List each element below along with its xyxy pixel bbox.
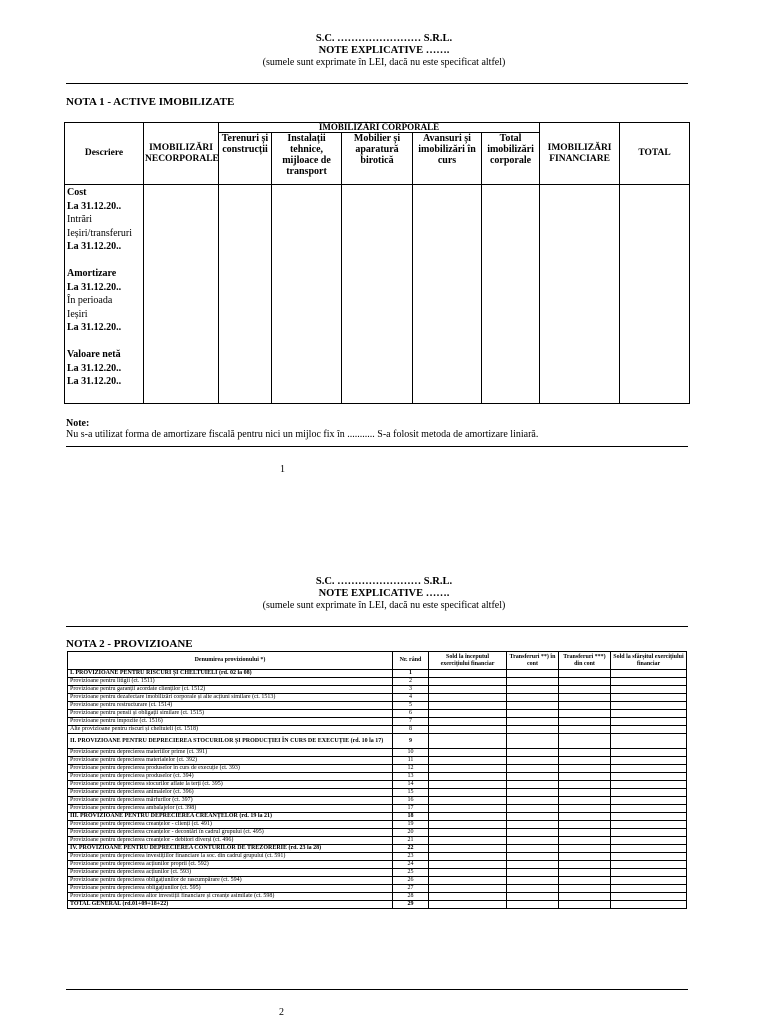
col-instalatii: Instalații tehnice, mijloace de transport	[272, 133, 342, 185]
col-terenuri: Terenuri și construcții	[219, 133, 272, 185]
amount-cell	[559, 789, 611, 797]
table-row	[68, 845, 687, 853]
amount-cell	[559, 781, 611, 789]
row-number: 16	[393, 797, 429, 805]
provision-name: Provizioane pentru deprecierea investițiilor financiare la soc. din cadrul grupului (ct. 591)	[68, 853, 393, 861]
amount-cell	[507, 686, 559, 694]
description-row: La 31.12.20..	[67, 362, 122, 374]
amount-cell	[559, 797, 611, 805]
provision-name: Provizioane pentru deprecierea mărfurilor (ct. 397)	[68, 797, 393, 805]
amount-cell	[559, 718, 611, 726]
amount-cell	[611, 797, 687, 805]
col-total: TOTAL	[620, 123, 690, 185]
provision-name: Provizioane pentru restructurare (ct. 1514)	[68, 702, 393, 710]
amount-cell	[429, 765, 507, 773]
amount-cell	[429, 781, 507, 789]
company-line: S.C. …………………… S.R.L.	[315, 576, 453, 587]
row-number: 21	[393, 837, 429, 845]
row-number: 5	[393, 702, 429, 710]
amount-cell	[559, 845, 611, 853]
footer-divider	[66, 446, 688, 447]
table-row	[68, 853, 687, 861]
page-number: 2	[279, 1007, 284, 1018]
amount-cell	[507, 885, 559, 893]
provision-name: Provizioane pentru deprecierea creanțelor - decontări în cadrul grupului (ct. 495)	[68, 829, 393, 837]
value-cell	[219, 185, 272, 404]
value-cell	[620, 185, 690, 404]
table-row	[68, 757, 687, 765]
table-row	[68, 749, 687, 757]
amount-cell	[507, 726, 559, 734]
document-subtitle: (sumele sunt exprimate în LEI, dacă nu este specificat altfel)	[262, 600, 506, 611]
row-number: 4	[393, 694, 429, 702]
row-number: 13	[393, 773, 429, 781]
col-imobilizari-necorporale: IMOBILIZĂRI NECORPORALE	[144, 123, 219, 185]
nota-2-title: NOTA 2 - PROVIZIOANE	[66, 638, 193, 650]
description-row: La 31.12.20..	[67, 281, 122, 293]
amount-cell	[611, 702, 687, 710]
amount-cell	[507, 861, 559, 869]
amount-cell	[559, 821, 611, 829]
table-row	[68, 901, 687, 909]
table-header-row	[68, 652, 687, 670]
provision-name: Provizioane pentru deprecierea produselor (ct. 394)	[68, 773, 393, 781]
amount-cell	[507, 789, 559, 797]
col-imobilizari-financiare: IMOBILIZĂRI FINANCIARE	[540, 123, 620, 185]
amount-cell	[507, 877, 559, 885]
table-row	[68, 694, 687, 702]
row-number: 29	[393, 901, 429, 909]
row-number: 1	[393, 670, 429, 678]
provision-name: Provizioane pentru deprecierea obligațiunilor (ct. 595)	[68, 885, 393, 893]
group-imobilizari-corporale: IMOBILIZĂRI CORPORALE	[219, 123, 540, 133]
table-row	[68, 710, 687, 718]
table-row	[68, 877, 687, 885]
amount-cell	[559, 734, 611, 749]
amount-cell	[559, 765, 611, 773]
amount-cell	[429, 813, 507, 821]
value-cell	[413, 185, 482, 404]
amount-cell	[611, 821, 687, 829]
provision-name: Provizioane pentru pensii și obligații similare (ct. 1515)	[68, 710, 393, 718]
row-number: 6	[393, 710, 429, 718]
amount-cell	[611, 805, 687, 813]
amount-cell	[507, 845, 559, 853]
amount-cell	[507, 678, 559, 686]
row-number: 22	[393, 845, 429, 853]
row-number: 7	[393, 718, 429, 726]
table-row	[68, 837, 687, 845]
description-row: Cost	[67, 187, 87, 198]
footer-divider	[66, 989, 688, 990]
amount-cell	[611, 678, 687, 686]
amount-cell	[559, 678, 611, 686]
table-row	[68, 893, 687, 901]
document-title: NOTE EXPLICATIVE …….	[318, 588, 450, 599]
row-number: 25	[393, 869, 429, 877]
table-row	[68, 789, 687, 797]
amount-cell	[611, 781, 687, 789]
row-number: 19	[393, 821, 429, 829]
description-row: La 31.12.20..	[67, 241, 122, 252]
table-row	[68, 885, 687, 893]
provisions-table	[67, 651, 687, 909]
row-number: 28	[393, 893, 429, 901]
table-row	[68, 821, 687, 829]
amount-cell	[611, 757, 687, 765]
amount-cell	[559, 885, 611, 893]
table-row	[68, 829, 687, 837]
table-row	[68, 869, 687, 877]
col-total-corporale: Total imobilizări corporale	[482, 133, 540, 185]
description-row: Valoare netă	[67, 349, 121, 360]
amount-cell	[429, 710, 507, 718]
nota-1-title: NOTA 1 - ACTIVE IMOBILIZATE	[66, 96, 235, 108]
note-block	[66, 418, 538, 440]
provision-name: Provizioane pentru deprecierea animalelor (ct. 396)	[68, 789, 393, 797]
amount-cell	[507, 749, 559, 757]
fixed-assets-table	[64, 122, 690, 404]
amount-cell	[429, 749, 507, 757]
row-number: 17	[393, 805, 429, 813]
amount-cell	[507, 829, 559, 837]
table-row	[68, 734, 687, 749]
amount-cell	[429, 805, 507, 813]
amount-cell	[507, 853, 559, 861]
amount-cell	[429, 869, 507, 877]
table-row	[68, 726, 687, 734]
amount-cell	[559, 702, 611, 710]
col-descriere: Descriere	[65, 123, 144, 185]
amount-cell	[429, 893, 507, 901]
amount-cell	[429, 829, 507, 837]
amount-cell	[559, 829, 611, 837]
row-number: 27	[393, 885, 429, 893]
amount-cell	[611, 837, 687, 845]
amount-cell	[611, 670, 687, 678]
amount-cell	[429, 885, 507, 893]
amount-cell	[429, 694, 507, 702]
amount-cell	[429, 877, 507, 885]
provision-name: Alte provizioane pentru riscuri și cheltuieli (ct. 1518)	[68, 726, 393, 734]
amount-cell	[507, 773, 559, 781]
amount-cell	[611, 893, 687, 901]
amount-cell	[429, 837, 507, 845]
description-cell	[65, 185, 144, 404]
table-row	[68, 718, 687, 726]
document-subtitle: (sumele sunt exprimate în LEI, dacă nu este specificat altfel)	[262, 57, 506, 68]
amount-cell	[611, 718, 687, 726]
amount-cell	[611, 789, 687, 797]
page-1	[0, 0, 768, 500]
header-cell: Transferuri ***) din cont	[559, 652, 611, 670]
table-row	[68, 686, 687, 694]
amount-cell	[611, 813, 687, 821]
page-2-header	[0, 576, 768, 612]
provision-name: IV. PROVIZIOANE PENTRU DEPRECIEREA CONTURILOR DE TREZORERIE (rd. 23 la 28)	[68, 845, 393, 853]
table-row	[68, 797, 687, 805]
provision-name: Provizioane pentru deprecierea obligațiunilor de rascumpărare (ct. 594)	[68, 877, 393, 885]
table-row	[68, 805, 687, 813]
amount-cell	[429, 797, 507, 805]
row-number: 14	[393, 781, 429, 789]
description-row: Intrări	[67, 214, 92, 225]
header-cell: Nr. rând	[393, 652, 429, 670]
amount-cell	[559, 893, 611, 901]
description-row: În perioada	[67, 295, 113, 306]
amount-cell	[507, 901, 559, 909]
amount-cell	[611, 845, 687, 853]
header-cell: Transferuri **) în cont	[507, 652, 559, 670]
amount-cell	[429, 789, 507, 797]
amount-cell	[611, 853, 687, 861]
provision-name: Provizioane pentru deprecierea ambalajelor (ct. 398)	[68, 805, 393, 813]
amount-cell	[611, 734, 687, 749]
amount-cell	[611, 901, 687, 909]
amount-cell	[559, 805, 611, 813]
amount-cell	[507, 837, 559, 845]
amount-cell	[611, 861, 687, 869]
table-row	[68, 773, 687, 781]
provision-name: Provizioane pentru deprecierea stocurilor aflate la terți (ct. 395)	[68, 781, 393, 789]
amount-cell	[429, 678, 507, 686]
amount-cell	[507, 734, 559, 749]
document-title: NOTE EXPLICATIVE …….	[318, 45, 450, 56]
table-row	[68, 781, 687, 789]
amount-cell	[559, 670, 611, 678]
amount-cell	[559, 877, 611, 885]
amount-cell	[429, 757, 507, 765]
row-number: 23	[393, 853, 429, 861]
header-cell: Sold la începutul exercițiului financiar	[429, 652, 507, 670]
row-number: 8	[393, 726, 429, 734]
col-avansuri: Avansuri și imobilizări în curs	[413, 133, 482, 185]
header-cell: Sold la sfârșitul exercițiului financiar	[611, 652, 687, 670]
row-number: 12	[393, 765, 429, 773]
amount-cell	[611, 773, 687, 781]
note-text: Nu s-a utilizat forma de amortizare fiscală pentru nici un mijloc fix în ........... S-a folosit metoda de amortizare liniară.	[66, 429, 539, 440]
description-row: Ieșiri/transferuri	[67, 227, 132, 239]
value-cell	[482, 185, 540, 404]
amount-cell	[429, 670, 507, 678]
amount-cell	[429, 686, 507, 694]
page-number: 1	[280, 464, 285, 475]
description-row: La 31.12.20..	[67, 200, 122, 212]
amount-cell	[611, 885, 687, 893]
header-cell: Denumirea provizionului *)	[68, 652, 393, 670]
amount-cell	[429, 861, 507, 869]
table-row	[68, 861, 687, 869]
amount-cell	[507, 869, 559, 877]
amount-cell	[429, 821, 507, 829]
description-row: La 31.12.20..	[67, 322, 122, 333]
provision-name: Provizioane pentru deprecierea acțiunilor (ct. 593)	[68, 869, 393, 877]
value-cell	[272, 185, 342, 404]
amount-cell	[559, 686, 611, 694]
amount-cell	[611, 765, 687, 773]
amount-cell	[507, 757, 559, 765]
row-number: 2	[393, 678, 429, 686]
row-number: 24	[393, 861, 429, 869]
provision-name: Provizioane pentru impozite (ct. 1516)	[68, 718, 393, 726]
description-row: Amortizare	[67, 268, 117, 279]
provision-name: TOTAL GENERAL (rd.01+09+18+22)	[68, 901, 393, 909]
provision-name: Provizioane pentru deprecierea materiilor prime (ct. 391)	[68, 749, 393, 757]
row-number: 18	[393, 813, 429, 821]
provision-name: Provizioane pentru dezafectare imobilizări corporale și alte acțiuni similare (ct. 1513)	[68, 694, 393, 702]
table-row	[68, 670, 687, 678]
description-list	[65, 185, 143, 389]
amount-cell	[611, 686, 687, 694]
row-number: 10	[393, 749, 429, 757]
provision-name: Provizioane pentru deprecierea altor investiții financiare și creanțe asimilate (ct. 598)	[68, 893, 393, 901]
amount-cell	[429, 845, 507, 853]
amount-cell	[507, 710, 559, 718]
table-row	[68, 765, 687, 773]
value-cell	[342, 185, 413, 404]
amount-cell	[429, 901, 507, 909]
amount-cell	[429, 853, 507, 861]
row-number: 9	[393, 734, 429, 749]
amount-cell	[507, 893, 559, 901]
amount-cell	[611, 829, 687, 837]
provision-name: Provizioane pentru litigii (ct. 1511)	[68, 678, 393, 686]
header-divider	[66, 83, 688, 84]
provision-name: I. PROVIZIOANE PENTRU RISCURI ȘI CHELTUIELI (rd. 02 la 08)	[68, 670, 393, 678]
table-row	[68, 678, 687, 686]
provision-name: Provizioane pentru deprecierea materialelor (ct. 392)	[68, 757, 393, 765]
description-row	[67, 335, 143, 349]
amount-cell	[559, 861, 611, 869]
provision-name: Provizioane pentru deprecierea creanțelor - clienți (ct. 491)	[68, 821, 393, 829]
note-label: Note:	[66, 418, 90, 429]
table-row	[68, 813, 687, 821]
header-divider	[66, 626, 688, 627]
amount-cell	[611, 877, 687, 885]
row-number: 11	[393, 757, 429, 765]
amount-cell	[507, 805, 559, 813]
amount-cell	[507, 781, 559, 789]
amount-cell	[507, 718, 559, 726]
amount-cell	[559, 757, 611, 765]
row-number: 15	[393, 789, 429, 797]
amount-cell	[611, 694, 687, 702]
amount-cell	[507, 702, 559, 710]
amount-cell	[559, 710, 611, 718]
amount-cell	[611, 869, 687, 877]
company-line: S.C. …………………… S.R.L.	[315, 33, 453, 44]
page-header	[0, 33, 768, 69]
amount-cell	[611, 749, 687, 757]
col-mobilier: Mobilier și aparatură birotică	[342, 133, 413, 185]
table-row	[68, 702, 687, 710]
amount-cell	[507, 813, 559, 821]
provision-name: Provizioane pentru garanții acordate clienților (ct. 1512)	[68, 686, 393, 694]
amount-cell	[559, 869, 611, 877]
amount-cell	[559, 726, 611, 734]
amount-cell	[611, 710, 687, 718]
description-row: La 31.12.20..	[67, 376, 122, 387]
row-number: 3	[393, 686, 429, 694]
amount-cell	[559, 901, 611, 909]
amount-cell	[559, 853, 611, 861]
amount-cell	[507, 670, 559, 678]
amount-cell	[559, 773, 611, 781]
amount-cell	[429, 734, 507, 749]
amount-cell	[507, 797, 559, 805]
provision-name: Provizioane pentru deprecierea acțiunilor proprii (ct. 592)	[68, 861, 393, 869]
amount-cell	[507, 765, 559, 773]
provision-name: III. PROVIZIOANE PENTRU DEPRECIEREA CREANȚELOR (rd. 19 la 21)	[68, 813, 393, 821]
amount-cell	[429, 718, 507, 726]
value-cell	[540, 185, 620, 404]
description-row	[67, 254, 143, 268]
amount-cell	[429, 773, 507, 781]
provision-name: II. PROVIZIOANE PENTRU DEPRECIEREA STOCURILOR ȘI PRODUCȚIEI ÎN CURS DE EXECUȚIE (rd. 10 la 17)	[68, 734, 393, 749]
value-cell	[144, 185, 219, 404]
provision-name: Provizioane pentru deprecierea produselor în curs de execuție (ct. 393)	[68, 765, 393, 773]
amount-cell	[507, 694, 559, 702]
amount-cell	[559, 837, 611, 845]
row-number: 20	[393, 829, 429, 837]
amount-cell	[559, 694, 611, 702]
amount-cell	[429, 726, 507, 734]
amount-cell	[429, 702, 507, 710]
provision-name: Provizioane pentru deprecierea creanțelor - debitori diverși (ct. 496)	[68, 837, 393, 845]
amount-cell	[507, 821, 559, 829]
amount-cell	[611, 726, 687, 734]
amount-cell	[559, 813, 611, 821]
description-row: Ieșiri	[67, 308, 88, 320]
row-number: 26	[393, 877, 429, 885]
amount-cell	[559, 749, 611, 757]
